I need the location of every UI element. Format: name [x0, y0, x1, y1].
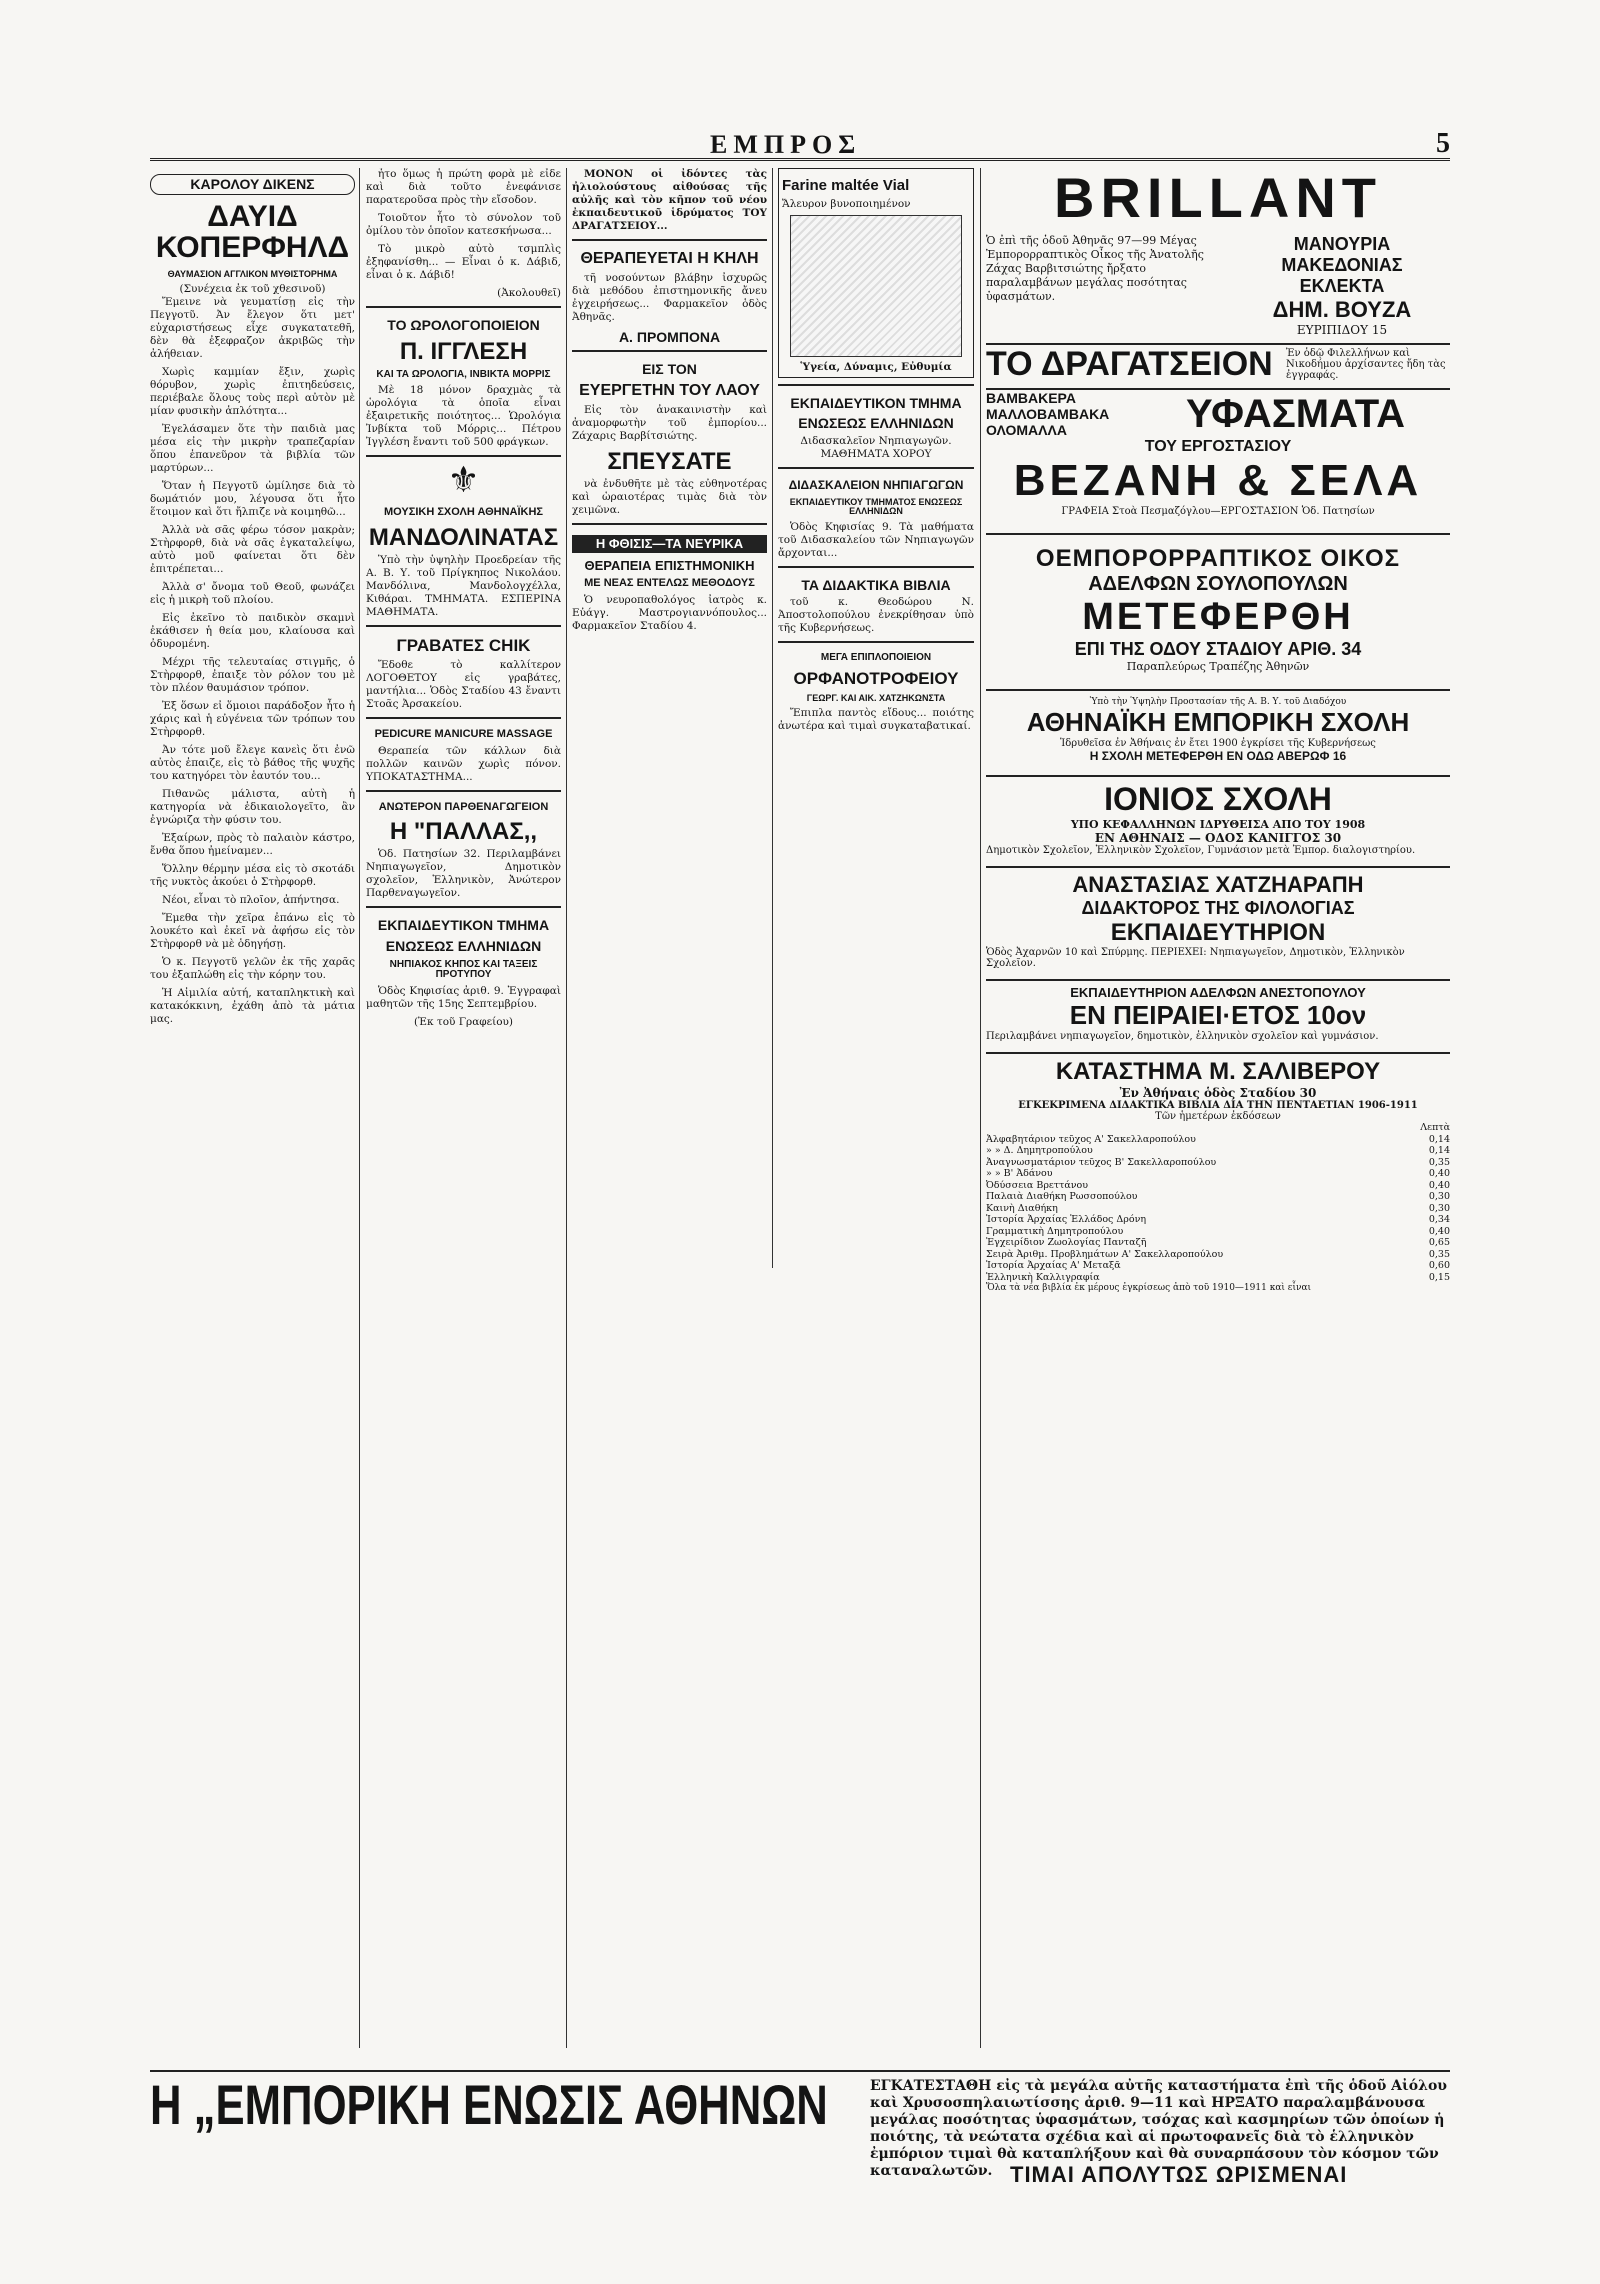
novel-paragraph: Νέοι, εἶναι τὸ πλοῖον, ἀπήντησα.	[162, 894, 340, 907]
novel-paragraph: Ἐγελάσαμεν ὅτε τὴν παιδιὰ μας μέσα εἰς τὴν μικρὴν τραπεζαρίαν ὅπου ἐπανεῦρον τὰ βιβλία τῶν μαρτύρων...	[150, 423, 355, 475]
ekp2-ad	[778, 384, 974, 461]
benefactor-title: ΕΥΕΡΓΕΤΗΝ ΤΟΥ ΛΑΟΥ	[579, 382, 760, 400]
emporiki-pre: Ὑπὸ τὴν Ὑψηλὴν Προστασίαν τῆς Α. Β. Υ. τοῦ Διαδόχου	[1089, 697, 1347, 707]
orf-title: ΟΡΦΑΝΟΤΡΟΦΕΙΟΥ	[793, 668, 959, 688]
continued-note: (Συνέχεια ἐκ τοῦ χθεσινοῦ)	[179, 283, 326, 296]
table-row	[986, 1145, 1450, 1157]
brillant-title: BRILLANT	[1054, 168, 1382, 229]
salivero-ed: Τῶν ἡμετέρων ἐκδόσεων	[1155, 1111, 1281, 1122]
farine-caption: Ὑγεία, Δύναμις, Εὐθυμία	[800, 360, 952, 373]
farine-subtitle: Ἄλευρον βυνοποιημένον	[782, 197, 911, 210]
author-name: ΚΑΡΟΛΟΥ ΔΙΚΕΝΣ	[150, 174, 355, 195]
book-price: 0,14	[1428, 1145, 1450, 1156]
ekp-sub: ΝΗΠΙΑΚΟΣ ΚΗΠΟΣ ΚΑΙ ΤΑΞΕΙΣ ΠΡΟΤΥΠΟΥ	[389, 958, 538, 981]
book-title: » » Δ. Δημητροπούλου	[986, 1145, 1093, 1156]
promitheia: Α. ΠΡΟΜΠΟΝΑ	[618, 328, 721, 345]
ionios-ad	[986, 775, 1450, 856]
ekp2-title: ΕΝΩΣΕΩΣ ΕΛΛΗΝΙΔΩΝ	[798, 415, 954, 432]
ekp-head: ΕΚΠΑΙΔΕΥΤΙΚΟΝ ΤΜΗΜΑ	[377, 917, 550, 934]
salivero-title: ΚΑΤΑΣΤΗΜΑ Μ. ΣΑΛΙΒΕΡΟΥ	[1055, 1058, 1381, 1085]
benefactor-ad	[572, 350, 767, 517]
vezani-address: ΓΡΑΦΕΙΑ Στοὰ Πεσμαζόγλου—ΕΡΓΟΣΤΑΣΙΟΝ Ὁδ. Πατησίων	[1061, 506, 1375, 517]
column-1	[150, 168, 355, 2048]
books-ad	[778, 566, 974, 636]
cure-head: ΘΕΡΑΠΕΥΕΤΑΙ Η ΚΗΛΗ	[580, 250, 759, 267]
cure-text: τῆ νοσούντων βλάβην ἰσχυρῶς διὰ μεθόδου ἐπιστημονικῆς ἄνευ ἐγχειρήσεως... Φαρμακεῖον ὁδὸς Ἀθηνᾶς.	[572, 271, 767, 323]
vouza-address: ΕΥΡΙΠΙΔΟΥ 15	[1296, 323, 1388, 337]
book-title: Ἱστορία Ἀρχαίας Α' Μεταξᾶ	[986, 1260, 1121, 1271]
manouria-sub: ΕΚΛΕΚΤΑ	[1299, 276, 1385, 296]
phthisis-ad	[572, 523, 767, 633]
pallas-ad	[366, 790, 561, 901]
column-rule	[359, 168, 360, 2048]
ekp-sign: (Ἐκ τοῦ Γραφείου)	[413, 1015, 514, 1028]
phthisis-head: Η ΦΘΙΣΙΣ—ΤΑ ΝΕΥΡΙΚΑ	[572, 535, 767, 553]
xatz-ad	[986, 866, 1450, 969]
table-row	[986, 1237, 1450, 1249]
book-price: 0,40	[1428, 1179, 1450, 1191]
book-title: » » Β' Ἀδάνου	[986, 1168, 1053, 1179]
book-price: 0,40	[1428, 1225, 1450, 1237]
watch-sub: ΚΑΙ ΤΑ ΩΡΟΛΟΓΙΑ, ΙΝΒΙΚΤΑ ΜΟΡΡΙΣ	[376, 368, 551, 380]
education-dept-ad	[366, 906, 561, 1028]
novel-text	[150, 296, 355, 1026]
books-head: ΤΑ ΔΙΔΑΚΤΙΚΑ ΒΙΒΛΙΑ	[801, 576, 951, 593]
books-text: τοῦ κ. Θεοδώρου Ν. Ἀποστολοπούλου ἐνεκρίθησαν ὑπὸ τῆς Κυβερνήσεως.	[778, 596, 974, 635]
footer-prices: ΤΙΜΑΙ ΑΠΟΛΥΤΩΣ ΩΡΙΣΜΕΝΑΙ	[1010, 2162, 1348, 2187]
novel-paragraph: Ἀν τότε μοῦ ἔλεγε κανεὶς ὅτι ἐνῶ αὐτὸς ἐπαιζε, εἰς τὸ βάθος τῆς ψυχῆς του κατηγόρει τὸν ἑαυτόν του...	[150, 744, 355, 783]
book-title: Παλαιὰ Διαθήκη Ρωσσοπούλου	[986, 1191, 1138, 1202]
book-price: 0,15	[1428, 1271, 1450, 1283]
novel-paragraph: Ἐξαίρων, πρὸς τὸ παλαιὸν κάστρο, ἔνθα ὅπου ἠμείναμεν...	[150, 832, 355, 858]
column-3	[572, 168, 767, 2048]
novel-continuation-2: Τοιοῦτον ἦτο τὸ σύνολον τοῦ ὀμίλου τὸν ὁποῖον κατεσκήνωσα...	[366, 212, 561, 237]
book-price: 0,30	[1428, 1202, 1450, 1214]
book-price: 0,65	[1428, 1237, 1450, 1248]
monon-text: ΜΟΝΟΝ οἱ ἰδόντες τὰς ἠλιολούστους αἰθούσας τῆς αὐλῆς καὶ τὸν κῆπον τοῦ νέου ἐκπαιδευτικοῦ ἱδρύματος ΤΟΥ ΔΡΑΓΑΤΣΕΙΟΥ...	[572, 168, 767, 232]
ionios-sub: ΥΠΟ ΚΕΦΑΛΛΗΝΩΝ ΙΔΡΥΘΕΙΣΑ ΑΠΟ ΤΟΥ 1908	[1070, 818, 1366, 831]
book-price-table	[986, 1122, 1450, 1283]
soulopoulon: ΑΔΕΛΦΩΝ ΣΟΥΛΟΠΟΥΛΩΝ	[1088, 573, 1348, 595]
novel-paragraph: Ὁ κ. Πεγγοτῦ γελῶν ἐκ τῆς χαρᾶς του ἐξαπλώθη εἰς τὴν κόρην του.	[150, 956, 355, 982]
ekp-title: ΕΝΩΣΕΩΣ ΕΛΛΗΝΙΔΩΝ	[385, 937, 542, 954]
ionios-addr: ΕΝ ΑΘΗΝΑΙΣ — ΟΔΟΣ ΚΑΝΙΓΓΟΣ 30	[1094, 831, 1342, 845]
orf-sub: ΓΕΩΡΓ. ΚΑΙ ΑΙΚ. ΧΑΤΖΗΚΩΝΣΤΑ	[806, 692, 946, 703]
manouria-head: ΜΑΝΟΥΡΙΑ ΜΑΚΕΔΟΝΙΑΣ	[1281, 234, 1403, 275]
vouza-name: ΔΗΜ. ΒΟΥΖΑ	[1272, 297, 1412, 322]
novel-paragraph: Ἀλλὰ σ' ὄνομα τοῦ Θεοῦ, φωνάζει εἰς ἡ μικρὴ τοῦ πλοίου.	[150, 581, 355, 607]
trapeza: Παραπλεύρως Τραπέζης Ἀθηνῶν	[1126, 660, 1310, 673]
chik-text: Ἔδοθε τὸ καλλίτερον ΛΟΓΟΘΕΤΟΥ εἰς γραβάτες, μαντήλια... Ὁδὸς Σταδίου 43 ἔναντι Στοᾶς Ἀρσακείου.	[366, 658, 561, 710]
yfasmata: ΥΦΑΣΜΑΤΑ	[1186, 391, 1406, 436]
phthisis-title: ΘΕΡΑΠΕΙΑ ΕΠΙΣΤΗΜΟΝΙΚΗ	[584, 557, 755, 573]
salivero-foot: Ὅλα τὰ νέα βιβλία ἐκ μέρους ἐγκρίσεως ἀπὸ τοῦ 1910—1911 καὶ εἶναι	[986, 1283, 1312, 1293]
book-title: Σειρὰ Ἀριθμ. Προβλημάτων Α' Σακελλαροπούλου	[986, 1248, 1224, 1260]
farine-ad	[778, 168, 974, 378]
eis-ton: ΕΙΣ ΤΟΝ	[642, 361, 697, 378]
book-title: Ἐγχειρίδιον Ζωολογίας Πανταζῆ	[986, 1237, 1147, 1248]
salivero-sub: ΕΓΚΕΚΡΙΜΕΝΑ ΔΙΔΑΚΤΙΚΑ ΒΙΒΛΙΑ ΔΙΑ ΤΗΝ ΠΕΝΤΑΕΤΙΑΝ 1906-1911	[1018, 1100, 1418, 1111]
ionios-text: Δημοτικὸν Σχολεῖον, Ἑλληνικὸν Σχολεῖον, Γυμνάσιον μετὰ Ἐμπορ. διαλογιστηρίου.	[986, 845, 1416, 856]
table-row	[986, 1226, 1450, 1238]
emporiki-title: ΑΘΗΝΑΪΚΗ ΕΜΠΟΡΙΚΗ ΣΧΟΛΗ	[1026, 707, 1410, 737]
novel-paragraph: Μέχρι τῆς τελευταίας στιγμῆς, ὁ Στὴρφορθ, ἐπαιξε τὸν ρόλον του μὲ τὸν πλέον θαυμάσιον τρόπον.	[150, 656, 355, 695]
book-title: Καινὴ Διαθήκη	[986, 1202, 1058, 1214]
meteferthi: ΜΕΤΕΦΕΡΘΗ	[1082, 596, 1354, 638]
nip-text: Ὁδὸς Κηφισίας 9. Τὰ μαθήματα τοῦ Διδασκαλείου τῶν Νηπιαγωγῶν ἄρχονται...	[778, 520, 974, 559]
watch-head: ΤΟ ΩΡΟΛΟΓΟΠΟΙΕΙΟΝ	[387, 317, 540, 333]
book-title: Ἑλληνικὴ Καλλιγραφία	[986, 1271, 1100, 1283]
column-rule	[772, 168, 773, 1268]
novel-title: ΔΑΥΙΔ ΚΟΠΕΡΦΗΛΔ	[155, 199, 350, 265]
brillant-row	[986, 234, 1450, 337]
stadiou-address: ΕΠΙ ΤΗΣ ΟΔΟΥ ΣΤΑΔΙΟΥ ΑΡΙΘ. 34	[1074, 639, 1362, 659]
page-number: 5	[1436, 128, 1450, 159]
nursery-ad	[778, 467, 974, 559]
newspaper-title: ΕΜΠΡΟΣ	[710, 130, 862, 159]
book-price: 0,35	[1428, 1248, 1450, 1260]
oikos: ΟΕΜΠΟΡΟΡΡΑΠΤΙΚΟΣ ΟΙΚΟΣ	[1035, 545, 1401, 572]
orphanage-ad	[778, 641, 974, 733]
vamvakera: ΒΑΜΒΑΚΕΡΑ ΜΑΛΛΟΒΑΜΒΑΚΑ ΟΛΟΜΑΛΛΑ	[986, 390, 1110, 438]
novel-subtitle: ΘΑΥΜΑΣΙΟΝ ΑΓΓΛΙΚΟΝ ΜΥΘΙΣΤΟΡΗΜΑ	[167, 268, 338, 279]
footer-banner: Η „ΕΜΠΟΡΙΚΗ ΕΝΩΣΙΣ ΑΘΗΝΩΝ	[150, 2073, 828, 2136]
novel-continuation: ἦτο ὅμως ἡ πρώτη φορὰ μὲ εἶδε καὶ διὰ τοῦτο ἐνεφάνισε παρατεροῦσα πρὸς τὴν εἴσοδον.	[366, 168, 561, 206]
hernia-ad	[572, 239, 767, 344]
dragatsi-ad	[986, 343, 1450, 384]
to-be-continued: (Ἀκολουθεῖ)	[497, 287, 561, 299]
phthisis-text: Ὁ νευροπαθολόγος ἰατρὸς κ. Εὐάγγ. Μαστρογιαννόπουλος... Φαρμακεῖον Σταδίου 4.	[572, 593, 767, 632]
book-title: Ἀλφαβητάριον τεῦχος Α' Σακελλαροπούλου	[986, 1133, 1196, 1145]
book-title: Γραμματικὴ Δημητροπούλου	[986, 1225, 1124, 1237]
anest-title: ΕΝ ΠΕΙΡΑΙΕΙ·ΕΤΟΣ 10ον	[1069, 1000, 1367, 1030]
novel-paragraph: Ἔμεθα τὴν χεῖρα ἐπάνω εἰς τὸ λουκέτο καὶ ἐκεῖ νὰ ἀφήσω εἰς τὸν Στὴρφορθ νὰ μὲ ὁδηγήσῃ.	[150, 912, 355, 951]
ekp2-head: ΕΚΠΑΙΔΕΥΤΙΚΟΝ ΤΜΗΜΑ	[790, 394, 962, 411]
masthead	[150, 130, 1450, 161]
anest-text: Περιλαμβάνει νηπιαγωγεῖον, δημοτικὸν, ἑλληνικὸν σχολεῖον καὶ γυμνάσιον.	[986, 1031, 1379, 1042]
anest-head: ΕΚΠΑΙΔΕΥΤΗΡΙΟΝ ΑΔΕΛΦΩΝ ΑΝΕΣΤΟΠΟΥΛΟΥ	[1070, 985, 1366, 1000]
vezani-title: ΒΕΖΑΝΗ & ΣΕΛΑ	[1013, 456, 1423, 505]
speusate: ΣΠΕΥΣΑΤΕ	[607, 447, 732, 475]
watch-name: Π. ΙΓΓΛΕΣΗ	[399, 337, 528, 365]
book-price: 0,60	[1428, 1260, 1450, 1271]
salivero-ad	[986, 1052, 1450, 1293]
novel-paragraph: Ἡ Αἰμιλία αὐτή, καταπληκτικὴ καὶ κατακόκκινη, ἐχάθη ἀπὸ τὰ μάτια μας.	[150, 987, 355, 1026]
column-2	[366, 168, 561, 2048]
benefactor-text: Εἰς τὸν ἀνακαινιστὴν καὶ ἀναμορφωτὴν τοῦ ἐμπορίου... Ζάχαρις Βαρβίτσιώτης.	[572, 403, 767, 442]
novel-paragraph: Εἰς ἐκεῖνο τὸ παιδικὸν σκαμνὶ ἐκάθισεν ἡ θεία μου, κλαίουσα καὶ ὀδυρομένη.	[150, 612, 355, 651]
footer-text: ΕΓΚΑΤΕΣΤΑΘΗ εἰς τὰ μεγάλα αὐτῆς καταστήματα ἐπὶ τῆς ὁδοῦ Αἰόλου καὶ Χρυσοσπηλαιωτίσσης ἀριθ. 9—11 καὶ ΗΡΞΑΤΟ παραλαμβάνουσα μεγάλας ποσότητας ὑφασμάτων, τσόχας καὶ κασμηρίων τῶν ὁποίων ἡ ποιότης, τὰ νεώτατα σχέδια καὶ αἱ πρωτοφανεῖς διὰ τὸ ἑλληνικὸν ἐμπόριον τιμαὶ θὰ καταπλήξουν καὶ θὰ συναρπάσουν τὸν κόσμον τῶν καταναλωτῶν.	[870, 2078, 1447, 2179]
watchmaker-ad	[366, 306, 561, 449]
book-title: Ὀδύσσεια Βρεττάνου	[986, 1179, 1089, 1191]
book-title: Ἀναγνωσματάριον τεῦχος Β' Σακελλαροπούλου	[986, 1156, 1217, 1168]
emporiki-ad	[986, 689, 1450, 763]
table-row	[986, 1180, 1450, 1192]
table-row	[986, 1157, 1450, 1169]
column-4	[778, 168, 974, 1268]
vezani-ad	[986, 388, 1450, 438]
chik-head: ΓΡΑΒΑΤΕΣ CHIK	[396, 636, 531, 656]
pedicure-text: Θεραπεία τῶν κάλλων διὰ πολλῶν καινῶν χωρὶς πόνον. ΥΠΟΚΑΤΑΣΤΗΜΑ...	[366, 744, 561, 783]
phthisis-sub: ΜΕ ΝΕΑΣ ΕΝΤΕΛΩΣ ΜΕΘΟΔΟΥΣ	[584, 577, 755, 590]
music-text: Ὑπὸ τὴν ὑψηλὴν Προεδρείαν τῆς Α. Β. Υ. τοῦ Πρίγκηπος Νικολάου. Μανδόλινα, Μανδολογχέλλα, Κιθάραι. ΤΜΗΜΑΤΑ. ΕΣΠΕΡΙΝΑ ΜΑΘΗΜΑΤΑ.	[366, 554, 561, 619]
table-row	[986, 1249, 1450, 1261]
table-row	[986, 1191, 1450, 1203]
novel-quote: Τὸ μικρὸ αὐτὸ τσμπλὶς ἐξηφανίσθη... — Εἶναι ὁ κ. Δάβιδ, εἶναι ὁ κ. Δάβιδ!	[366, 243, 561, 281]
pallas-title: Η "ΠΑΛΛΑΣ,,	[389, 818, 538, 846]
crest-icon: ⚜	[447, 460, 480, 502]
book-price: 0,35	[1428, 1156, 1450, 1168]
novel-paragraph: Ὅταν ἡ Πεγγοτῦ ὡμίλησε διὰ τὸ δωμάτιόν μου, λέγουσα ὅτι ἦτο ἕτοιμον καὶ ὅτι ἤλπιζε νὰ κοιμηθῶ...	[150, 480, 355, 519]
table-row	[986, 1214, 1450, 1226]
novel-paragraph: Πιθανῶς μάλιστα, αὐτὴ ἡ κατηγορία νὰ ἐδικαιολογεῖτο, ἂν ἐγνώριζα τὴν φύσιν του.	[150, 788, 355, 827]
table-row	[986, 1134, 1450, 1146]
book-title: Ἱστορία Ἀρχαίας Ἑλλάδος Δρόνη	[986, 1214, 1147, 1225]
speusate-text: νὰ ἐνδυθῆτε μὲ τὰς εὐθηνοτέρας καὶ ὡραιοτέρας τιμὰς διὰ τὸν χειμῶνα.	[572, 478, 767, 517]
pedicure-head: PEDICURE MANICURE MASSAGE	[374, 727, 553, 740]
emporiki-move: Η ΣΧΟΛΗ ΜΕΤΕΦΕΡΘΗ ΕΝ ΟΔΩ ΑΒΕΡΩΦ 16	[1089, 749, 1347, 763]
footer-ad	[150, 2070, 1450, 2192]
dragatsi-text: Ἐν ὁδῷ Φιλελλήνων καὶ Νικοδήμου ἀρχίσαντες ἤδη τὰς ἐγγραφάς.	[1286, 348, 1446, 381]
pallas-head: ΑΝΩΤΕΡΟΝ ΠΑΡΘΕΝΑΓΩΓΕΙΟΝ	[378, 800, 549, 813]
mother-child-illustration	[790, 215, 962, 357]
brillant-text: Ὁ ἐπὶ τῆς ὁδοῦ Ἀθηνᾶς 97—99 Μέγας Ἐμπορορραπτικὸς Οἶκος τῆς Ἀνατολῆς Ζάχας Βαρβιτσιώτης ἤρξατο παραλαμβάνων μεγάλας ποσότητας ὑφασμάτων.	[986, 234, 1204, 303]
ergostasio: ΤΟΥ ΕΡΓΟΣΤΑΣΙΟΥ	[1144, 438, 1292, 455]
ekp-text: Ὁδὸς Κηφισίας ἀριθ. 9. Ἐγγραφαὶ μαθητῶν τῆς 15ης Σεπτεμβρίου.	[366, 984, 561, 1010]
table-row	[986, 1260, 1450, 1272]
manouria-ad	[1234, 234, 1450, 337]
xatz-text: Ὁδὸς Ἀχαρνῶν 10 καὶ Σπύρμης. ΠΕΡΙΕΧΕΙ: Νηπιαγωγεῖον, Δημοτικὸν, Ἑλληνικὸν Σχολεῖον.	[986, 947, 1405, 969]
orf-head: ΜΕΓΑ ΕΠΙΠΛΟΠΟΙΕΙΟΝ	[820, 652, 932, 664]
xatz-sub: ΔΙΔΑΚΤΟΡΟΣ ΤΗΣ ΦΙΛΟΛΟΓΙΑΣ	[1081, 898, 1355, 918]
xatz-title: ΕΚΠΑΙΔΕΥΤΗΡΙΟΝ	[1110, 919, 1326, 946]
music-head: ΜΟΥΣΙΚΗ ΣΧΟΛΗ ΑΘΗΝΑΪΚΗΣ	[383, 506, 544, 519]
salivero-addr: Ἐν Ἀθήναις ὁδὸς Σταδίου 30	[1119, 1086, 1317, 1100]
watch-text: Μὲ 18 μόνον δραχμὰς τὰ ὡρολόγια τὰ ὁποῖα εἶναι ἐξαιρετικῆς ποιότητος... Ὡρολόγια Ἰνβίκτα τοῦ Μόρρις... Πέτρου Ἰγγλέση ἔναντι τοῦ 500 φράγκων.	[366, 384, 561, 449]
soulopoulon-ad	[986, 533, 1450, 673]
right-block	[986, 168, 1450, 2048]
table-row	[986, 1203, 1450, 1215]
dragatsi-title: ΤΟ ΔΡΑΓΑΤΣΕΙΟΝ	[986, 345, 1273, 383]
book-price: 0,34	[1428, 1214, 1450, 1225]
novel-paragraph: Χωρὶς καμμίαν ἔξιν, χωρὶς θόρυβον, χωρὶς ἐπιτηδεύσεις, περιέβαλε ὅλους τοὺς περὶ αὐτὸν μὲ μίαν φυσικὴν ἁπλότητα...	[150, 366, 355, 418]
column-rule	[566, 168, 567, 2048]
farine-title: Farine maltée Vial	[782, 177, 910, 194]
music-title: ΜΑΝΔΟΛΙΝΑΤΑΣ	[368, 523, 559, 551]
table-row	[986, 1168, 1450, 1180]
chik-ad	[366, 625, 561, 711]
book-price: 0,40	[1428, 1168, 1450, 1179]
orf-text: Ἔπιπλα παντὸς εἴδους... ποιότης ἀνωτέρα καὶ τιμαὶ συγκαταβατικαί.	[778, 707, 974, 733]
novel-paragraph: Ὅλλην θέρμην μέσα εἰς τὸ σκοτάδι τῆς νυκτὸς ἀκούει ὁ Στὴρφορθ.	[150, 863, 355, 889]
column-rule	[980, 168, 981, 2048]
nip-sub: ΕΚΠΑΙΔΕΥΤΙΚΟΥ ΤΜΗΜΑΤΟΣ ΕΝΩΣΕΩΣ ΕΛΛΗΝΙΔΩΝ	[789, 496, 963, 517]
novel-paragraph: Ἐξ ὅσων εἰ ὅμοιοι παράδοξον ἦτο ἡ χάρις καὶ ἡ εὐγένεια τῶν τρόπων του Στὴρφορθ.	[150, 700, 355, 739]
book-price: 0,30	[1428, 1191, 1450, 1202]
nip-head: ΔΙΔΑΣΚΑΛΕΙΟΝ ΝΗΠΙΑΓΩΓΩΝ	[788, 478, 964, 493]
music-school-ad	[366, 455, 561, 619]
xatz-name: ΑΝΑΣΤΑΣΙΑΣ ΧΑΤΖΗΑΡΑΠΗ	[1072, 872, 1364, 897]
pedicure-ad	[366, 717, 561, 784]
emporiki-text: Ἱδρυθεῖσα ἐν Ἀθήναις ἐν ἔτει 1900 ἐγκρίσει τῆς Κυβερνήσεως	[1060, 738, 1376, 749]
novel-paragraph: Ἀλλὰ νὰ σᾶς φέρω τόσον μακρὰν; Στὴρφορθ, διὰ νὰ σᾶς ἐγκαταλείψω, αὐτὸ μοῦ φαίνεται ὅτι δὲν ἐπιτρέπεται...	[150, 524, 355, 576]
price-label: Λεπτὰ	[1420, 1122, 1450, 1133]
ionios-title: ΙΟΝΙΟΣ ΣΧΟΛΗ	[1104, 781, 1332, 817]
book-price: 0,14	[1428, 1133, 1450, 1145]
table-row	[986, 1272, 1450, 1284]
pallas-text: Ὁδ. Πατησίων 32. Περιλαμβάνει Νηπιαγωγεῖον, Δημοτικὸν σχολεῖον, Ἑλληνικὸν, Ἀνώτερον Παρθεναγωγεῖον.	[366, 848, 561, 900]
ekp2-sub: Διδασκαλεῖον Νηπιαγωγῶν. ΜΑΘΗΜΑΤΑ ΧΟΡΟΥ	[800, 435, 952, 461]
anest-ad	[986, 979, 1450, 1042]
novel-paragraph: Ἔμεινε νὰ γευματίσῃ εἰς τὴν Πεγγοτῦ. Ἀν ἔλεγον ὅτι μετ' εὐχαριστήσεως εἶχε συγκατατεθῆ, δὲν θὰ ἐξεφραζον ἀκριβῶς τὴν ἀλήθειαν.	[150, 296, 355, 361]
